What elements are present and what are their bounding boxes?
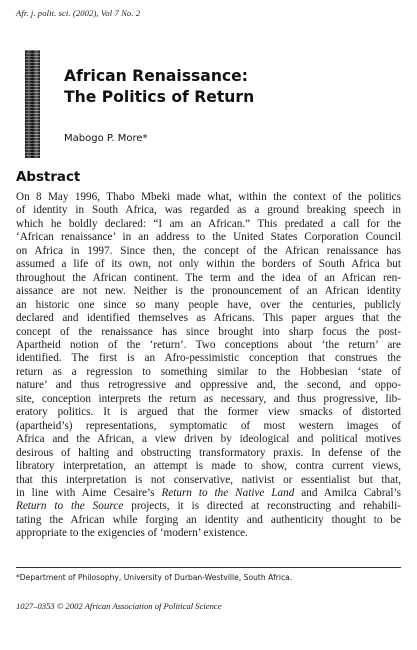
abstract-line: of identity in South Africa, was regarded as a ground breaking speech in [16, 204, 401, 217]
abstract-line: in line with Aime Cesaire’s Return to the Native Land and Amilca Cabral’s [16, 486, 401, 499]
author-name: Mabogo P. More* [64, 133, 148, 144]
abstract-line: Apartheid notion of the ‘return’. Two conceptions about ‘the return’ are [16, 338, 401, 351]
abstract-line: libratory interpretation, an attempt is made to show, contra current views, [16, 460, 401, 473]
author-affiliation-footnote: *Department of Philosophy, University of Durban-Westville, South Africa. [16, 573, 293, 582]
abstract-line: on Africa in 1997. Since then, the concept of the African renaissance has [16, 244, 401, 257]
title-line-2: The Politics of Return [64, 88, 255, 106]
article-title [64, 66, 394, 108]
abstract-line: identified. The first is an Afro-pessimistic conception that construes the [16, 352, 401, 365]
abstract-line: nature’ and thus retrogressive and oppressive and, the second, and oppo- [16, 379, 401, 392]
abstract-line: Africa and the African, a view driven by ideological and political motives [16, 433, 401, 446]
title-line-1: African Renaissance: [64, 67, 248, 85]
abstract-line: Return to the Source projects, it is directed at reconstructing and rehabili- [16, 500, 401, 513]
abstract-line: desirous of halting and obstructing transformatory praxis. In defense of the [16, 446, 401, 459]
running-head: Afr. j. polit. sci. (2002), Vol 7 No. 2 [16, 8, 141, 18]
abstract-line: that this interpretation is not conservative, nativist or essentialist but that, [16, 473, 401, 486]
abstract-line: an historic one since so many people have, over the centuries, publicly [16, 298, 401, 311]
abstract-line: On 8 May 1996, Thabo Mbeki made what, within the context of the politics [16, 191, 401, 203]
abstract-line: aissance are not new. Neither is the pronouncement of an African identity [16, 285, 401, 298]
abstract-line: tating the African while forging an identity and authenticity thought to be [16, 513, 401, 526]
footnote-divider [16, 567, 401, 568]
abstract-heading: Abstract [16, 170, 81, 185]
copyright-footer: 1027–0353 © 2002 African Association of Political Science [16, 601, 222, 611]
abstract-line: throughout the African continent. The term and the idea of an African ren- [16, 271, 401, 284]
abstract-line: concept of the renaissance has since brought into sharp focus the post- [16, 325, 401, 338]
abstract-line: site, conception interprets the return as necessary, and thus progressive, lib- [16, 392, 401, 405]
abstract-line: eratory politics. It is argued that the former view smacks of distorted [16, 406, 401, 419]
abstract-line: declared and identified themselves as Africans. This paper argues that the [16, 312, 401, 325]
abstract-line: ‘African renaissance’ in an address to the United States Corporation Council [16, 231, 401, 244]
abstract-line: assumed a life of its own, not only within the borders of South Africa but [16, 258, 401, 271]
abstract-line: which he boldly declared: “I am an African.” This predated a call for the [16, 217, 401, 230]
abstract-line: appropriate to the exigencies of ‘modern’ existence. [16, 527, 248, 540]
abstract-body [16, 191, 401, 541]
abstract-line: return as a regression to something similar to the Hobbesian ‘state of [16, 365, 401, 378]
decorative-side-bar [25, 50, 40, 158]
abstract-line: (apartheid’s) representations, symptomatic of most western images of [16, 419, 401, 432]
